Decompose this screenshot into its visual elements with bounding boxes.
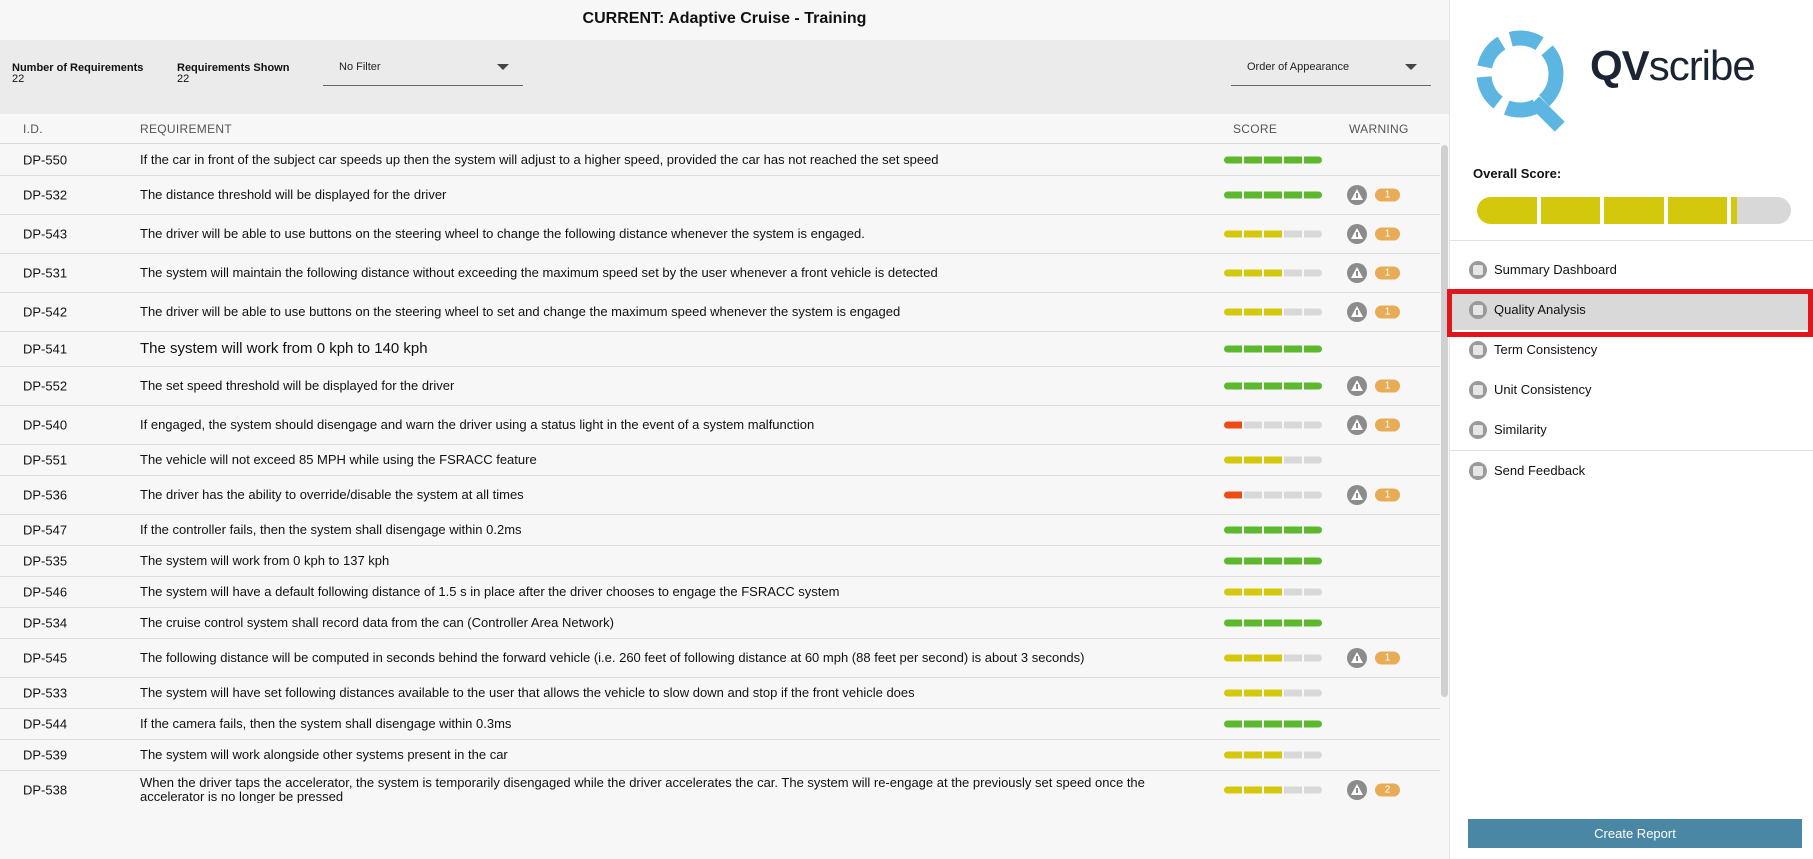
sidebar-item-label: Unit Consistency — [1494, 382, 1592, 397]
table-row[interactable] — [0, 608, 1440, 639]
overall-score-segment — [1604, 197, 1664, 224]
filter-dropdown-value: No Filter — [339, 61, 381, 73]
score-segment — [1224, 346, 1242, 353]
score-segment — [1284, 655, 1302, 662]
score-bar — [1224, 690, 1322, 697]
score-segment — [1304, 787, 1322, 794]
score-segment — [1224, 558, 1242, 565]
score-segment — [1304, 231, 1322, 238]
score-bar — [1224, 192, 1322, 199]
score-segment — [1224, 527, 1242, 534]
score-segment — [1304, 527, 1322, 534]
send-icon — [1469, 462, 1487, 480]
requirement-id: DP-547 — [23, 522, 68, 538]
score-segment — [1244, 721, 1262, 728]
warning-count-badge[interactable]: 1 — [1375, 267, 1400, 280]
warning-count-badge[interactable]: 1 — [1375, 380, 1400, 393]
score-segment — [1264, 192, 1282, 199]
score-segment — [1244, 620, 1262, 627]
requirement-text: If the camera fails, then the system shall disengage within 0.3ms — [140, 716, 512, 731]
score-segment — [1264, 492, 1282, 499]
score-segment — [1264, 787, 1282, 794]
score-bar — [1224, 346, 1322, 353]
requirement-count-value: 22 — [12, 73, 25, 85]
requirement-id: DP-552 — [23, 378, 68, 394]
overall-score-bar — [1477, 197, 1791, 224]
score-segment — [1304, 655, 1322, 662]
requirement-text: The distance threshold will be displayed for the driver — [140, 187, 447, 202]
score-segment — [1264, 457, 1282, 464]
score-segment — [1244, 383, 1262, 390]
requirement-text: The driver will be able to use buttons on the steering wheel to set and change the maximum speed whenever the system is engaged — [140, 304, 901, 319]
requirement-text: The system will work from 0 kph to 137 kph — [140, 553, 390, 568]
sidebar-item-send-feedback[interactable] — [1450, 451, 1813, 491]
score-segment — [1224, 620, 1242, 627]
warning-icon[interactable] — [1347, 485, 1367, 505]
sidebar-item-unit-consistency[interactable] — [1450, 370, 1813, 410]
requirement-id: DP-543 — [23, 226, 68, 242]
requirement-id: DP-538 — [23, 782, 68, 798]
table-row[interactable] — [0, 293, 1440, 332]
score-segment — [1284, 558, 1302, 565]
requirement-id: DP-534 — [23, 615, 68, 631]
warning-icon[interactable] — [1347, 302, 1367, 322]
score-segment — [1284, 690, 1302, 697]
requirement-text: The following distance will be computed in seconds behind the forward vehicle (i.e. 260 feet of following distance at 60 mph (88 feet per second) is about 3 seconds) — [140, 650, 1085, 665]
requirement-id: DP-536 — [23, 487, 68, 503]
requirement-id: DP-532 — [23, 187, 68, 203]
warning-icon[interactable] — [1347, 185, 1367, 205]
score-segment — [1284, 309, 1302, 316]
score-bar — [1224, 787, 1322, 794]
score-segment — [1284, 346, 1302, 353]
score-bar — [1224, 492, 1322, 499]
score-segment — [1244, 787, 1262, 794]
warning-count-badge[interactable]: 1 — [1375, 189, 1400, 202]
order-dropdown[interactable] — [1231, 58, 1431, 86]
score-bar — [1224, 383, 1322, 390]
sidebar-item-label: Send Feedback — [1494, 463, 1586, 478]
table-row[interactable] — [0, 145, 1440, 176]
requirement-id: DP-545 — [23, 650, 68, 666]
warning-count-badge[interactable]: 1 — [1375, 489, 1400, 502]
requirement-text: The system will have a default following distance of 1.5 s in place after the driver chooses to engage the FSRACC system — [140, 584, 840, 599]
score-segment — [1284, 231, 1302, 238]
warning-count-badge[interactable]: 1 — [1375, 228, 1400, 241]
score-segment — [1264, 309, 1282, 316]
score-segment — [1264, 270, 1282, 277]
overall-score-segment — [1477, 197, 1537, 224]
score-segment — [1304, 752, 1322, 759]
sidebar-item-label: Similarity — [1494, 422, 1547, 437]
score-segment — [1244, 157, 1262, 164]
score-segment — [1244, 346, 1262, 353]
score-bar — [1224, 558, 1322, 565]
requirement-id: DP-544 — [23, 716, 68, 732]
chevron-down-icon — [1405, 64, 1417, 70]
sidebar-item-label: Term Consistency — [1494, 342, 1598, 357]
score-segment — [1284, 192, 1302, 199]
table-row[interactable] — [0, 406, 1440, 445]
column-header-score[interactable]: SCORE — [1233, 122, 1278, 136]
requirement-text: The system will work from 0 kph to 140 kph — [140, 340, 428, 357]
table-row[interactable] — [0, 577, 1440, 608]
score-segment — [1244, 422, 1262, 429]
requirement-text: The system will have set following distances available to the user that allows the vehicle to slow down and stop if the front vehicle does — [140, 685, 915, 700]
score-segment — [1244, 655, 1262, 662]
table-row[interactable] — [0, 367, 1440, 406]
requirement-text: If engaged, the system should disengage and warn the driver using a status light in the event of a system malfunction — [140, 417, 815, 432]
qvscribe-logo — [1470, 24, 1770, 134]
overall-score-segment — [1731, 197, 1791, 224]
score-segment — [1264, 231, 1282, 238]
requirement-id: DP-531 — [23, 265, 68, 281]
score-bar — [1224, 231, 1322, 238]
book-icon — [1469, 341, 1487, 359]
sidebar-item-quality-analysis[interactable] — [1450, 290, 1813, 330]
score-segment — [1304, 383, 1322, 390]
table-row[interactable] — [0, 515, 1440, 546]
table-row[interactable] — [0, 639, 1440, 678]
table-header — [0, 122, 1440, 144]
score-segment — [1224, 721, 1242, 728]
sidebar — [1449, 0, 1813, 859]
warning-icon[interactable] — [1347, 415, 1367, 435]
warning-icon[interactable] — [1347, 376, 1367, 396]
score-segment — [1304, 620, 1322, 627]
score-segment — [1264, 422, 1282, 429]
score-segment — [1224, 157, 1242, 164]
score-segment — [1304, 346, 1322, 353]
score-bar — [1224, 527, 1322, 534]
sidebar-item-similarity[interactable] — [1450, 410, 1813, 450]
warning-count-badge[interactable]: 1 — [1375, 306, 1400, 319]
score-segment — [1284, 383, 1302, 390]
sidebar-item-label: Quality Analysis — [1494, 302, 1586, 317]
score-segment — [1284, 157, 1302, 164]
requirement-id: DP-540 — [23, 417, 68, 433]
requirement-id: DP-533 — [23, 685, 68, 701]
requirement-count-label: Number of Requirements — [12, 62, 144, 74]
requirement-id: DP-541 — [23, 341, 68, 357]
score-segment — [1264, 655, 1282, 662]
score-segment — [1224, 457, 1242, 464]
table-scrollbar[interactable] — [1441, 145, 1448, 697]
requirement-id: DP-546 — [23, 584, 68, 600]
score-segment — [1284, 492, 1302, 499]
score-segment — [1244, 192, 1262, 199]
order-dropdown-value: Order of Appearance — [1247, 61, 1350, 73]
table-row[interactable] — [0, 254, 1440, 293]
table-row[interactable] — [0, 176, 1440, 215]
table-row[interactable] — [0, 678, 1440, 709]
chevron-down-icon — [497, 64, 509, 70]
score-bar — [1224, 422, 1322, 429]
table-row[interactable] — [0, 476, 1440, 515]
score-segment — [1264, 346, 1282, 353]
score-segment — [1304, 690, 1322, 697]
score-segment — [1304, 422, 1322, 429]
requirement-text: The system will maintain the following distance without exceeding the maximum speed set by the user whenever a front vehicle is detected — [140, 265, 938, 280]
score-bar — [1224, 752, 1322, 759]
score-segment — [1224, 589, 1242, 596]
score-segment — [1264, 620, 1282, 627]
score-segment — [1304, 270, 1322, 277]
requirement-text: The driver will be able to use buttons on the steering wheel to change the following distance whenever the system is engaged. — [140, 226, 865, 241]
score-segment — [1224, 787, 1242, 794]
score-segment — [1244, 690, 1262, 697]
score-segment — [1244, 558, 1262, 565]
warning-icon[interactable] — [1347, 648, 1367, 668]
score-segment — [1284, 721, 1302, 728]
sidebar-item-label: Summary Dashboard — [1494, 262, 1617, 277]
score-segment — [1244, 309, 1262, 316]
score-segment — [1264, 721, 1282, 728]
filter-dropdown[interactable] — [323, 58, 523, 86]
score-segment — [1304, 309, 1322, 316]
requirement-id: DP-539 — [23, 747, 68, 763]
table-row[interactable] — [0, 771, 1440, 803]
score-bar — [1224, 620, 1322, 627]
magnifier-logo-icon — [1470, 24, 1580, 134]
score-segment — [1224, 309, 1242, 316]
score-segment — [1304, 192, 1322, 199]
score-bar — [1224, 721, 1322, 728]
score-segment — [1264, 527, 1282, 534]
score-bar — [1224, 457, 1322, 464]
sidebar-item-term-consistency[interactable] — [1450, 330, 1813, 370]
score-segment — [1264, 383, 1282, 390]
score-segment — [1224, 231, 1242, 238]
score-segment — [1304, 492, 1322, 499]
warning-count-badge[interactable]: 1 — [1375, 652, 1400, 665]
column-header-warning[interactable]: WARNING — [1349, 122, 1409, 136]
requirement-text: When the driver taps the accelerator, the system is temporarily disengaged while the driver accelerates the car. The system will re-engage at the previously set speed once the accelerator is no longer be pressed — [140, 775, 1145, 803]
score-segment — [1244, 752, 1262, 759]
requirement-text: The vehicle will not exceed 85 MPH while using the FSRACC feature — [140, 452, 537, 467]
score-bar — [1224, 270, 1322, 277]
score-segment — [1304, 457, 1322, 464]
score-segment — [1264, 690, 1282, 697]
logo-text: QVscribe — [1590, 42, 1755, 89]
warning-icon[interactable] — [1347, 263, 1367, 283]
score-segment — [1264, 589, 1282, 596]
score-bar — [1224, 309, 1322, 316]
requirement-text: The driver has the ability to override/disable the system at all times — [140, 487, 524, 502]
column-header-id[interactable]: I.D. — [23, 122, 43, 136]
score-segment — [1284, 457, 1302, 464]
score-segment — [1304, 558, 1322, 565]
score-bar — [1224, 655, 1322, 662]
requirements-shown-label: Requirements Shown — [177, 62, 290, 74]
requirements-shown-value: 22 — [177, 73, 190, 85]
score-segment — [1224, 492, 1242, 499]
divider — [1450, 240, 1813, 241]
score-segment — [1284, 422, 1302, 429]
requirements-shown — [177, 63, 289, 85]
score-segment — [1244, 231, 1262, 238]
score-segment — [1284, 752, 1302, 759]
sidebar-item-summary-dashboard[interactable] — [1450, 250, 1813, 290]
requirement-id: DP-542 — [23, 304, 68, 320]
score-segment — [1284, 787, 1302, 794]
warning-icon — [1469, 301, 1487, 319]
score-bar — [1224, 589, 1322, 596]
warning-icon[interactable] — [1347, 224, 1367, 244]
column-header-requirement[interactable]: REQUIREMENT — [140, 122, 232, 136]
requirement-text: The cruise control system shall record data from the can (Controller Area Network) — [140, 615, 614, 630]
page-title: CURRENT: Adaptive Cruise - Training — [582, 10, 867, 27]
overall-score-segment — [1541, 197, 1601, 224]
score-segment — [1264, 157, 1282, 164]
score-segment — [1284, 270, 1302, 277]
score-segment — [1224, 655, 1242, 662]
table-row[interactable] — [0, 445, 1440, 476]
score-segment — [1224, 192, 1242, 199]
score-segment — [1284, 620, 1302, 627]
requirement-id: DP-551 — [23, 452, 68, 468]
requirements-table — [0, 145, 1440, 803]
overall-score-label: Overall Score: — [1473, 166, 1562, 181]
score-segment — [1304, 721, 1322, 728]
table-row[interactable] — [0, 546, 1440, 577]
score-bar — [1224, 157, 1322, 164]
score-segment — [1264, 558, 1282, 565]
score-segment — [1224, 383, 1242, 390]
table-row[interactable] — [0, 709, 1440, 740]
requirement-id: DP-535 — [23, 553, 68, 569]
table-row[interactable] — [0, 740, 1440, 771]
score-segment — [1224, 752, 1242, 759]
score-segment — [1224, 270, 1242, 277]
table-row[interactable] — [0, 332, 1440, 367]
overall-score-segment — [1668, 197, 1728, 224]
warning-count-badge[interactable]: 1 — [1375, 419, 1400, 432]
requirement-text: If the car in front of the subject car speeds up then the system will adjust to a higher speed, provided the car has not reached the set speed — [140, 152, 939, 167]
warning-count-badge[interactable]: 2 — [1375, 784, 1400, 797]
requirement-text: If the controller fails, then the system shall disengage within 0.2ms — [140, 522, 522, 537]
requirement-text: The set speed threshold will be displayed for the driver — [140, 378, 455, 393]
requirement-id: DP-550 — [23, 152, 68, 168]
score-segment — [1284, 589, 1302, 596]
eye-icon — [1469, 421, 1487, 439]
score-segment — [1244, 527, 1262, 534]
dashboard-icon — [1469, 261, 1487, 279]
score-segment — [1244, 457, 1262, 464]
score-segment — [1224, 690, 1242, 697]
warning-icon[interactable] — [1347, 780, 1367, 800]
filter-bar — [0, 40, 1449, 114]
requirement-text: The system will work alongside other systems present in the car — [140, 747, 508, 762]
score-segment — [1304, 157, 1322, 164]
score-segment — [1304, 589, 1322, 596]
requirement-count — [12, 63, 143, 85]
score-segment — [1264, 752, 1282, 759]
score-segment — [1244, 492, 1262, 499]
create-report-button[interactable]: Create Report — [1468, 819, 1802, 848]
score-segment — [1244, 589, 1262, 596]
ruler-icon — [1469, 381, 1487, 399]
score-segment — [1224, 422, 1242, 429]
table-row[interactable] — [0, 215, 1440, 254]
score-segment — [1284, 527, 1302, 534]
score-segment — [1244, 270, 1262, 277]
